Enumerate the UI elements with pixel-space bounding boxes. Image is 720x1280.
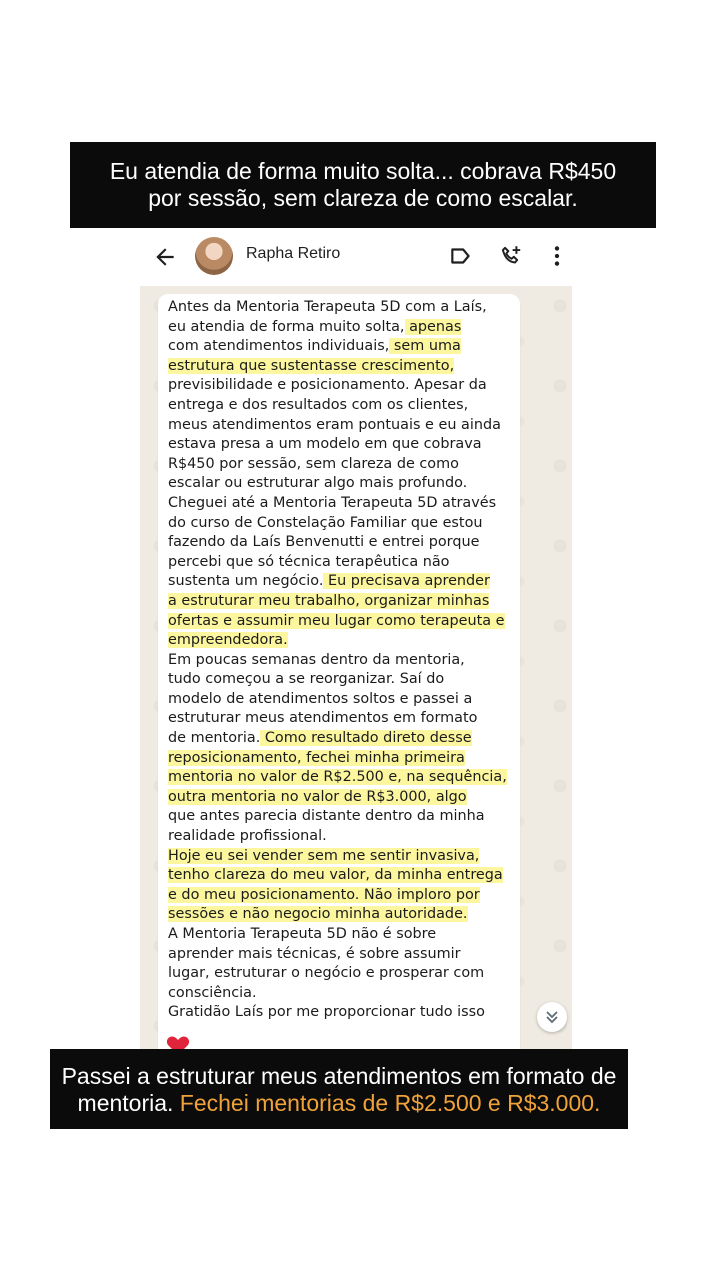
message-line	[168, 847, 518, 867]
message-line-highlight: tenho clareza do meu valor, da minha entrega	[168, 867, 503, 884]
message-line	[168, 866, 518, 886]
message-line	[168, 376, 518, 396]
top-caption-line1: Eu atendia de forma muito solta... cobrava R$450	[109, 158, 617, 184]
message-line-text: entrega e dos resultados com os clientes,	[168, 396, 469, 413]
message-line-highlight: sem uma	[389, 338, 461, 355]
message-line-text: A Mentoria Terapeuta 5D não é sobre	[168, 926, 437, 942]
top-caption	[70, 142, 656, 228]
message-line-highlight: ofertas e assumir meu lugar como terapeuta e	[168, 612, 505, 629]
message-line	[168, 572, 518, 592]
bottom-caption-accent: Fechei mentorias de R$2.500 e R$3.000.	[179, 1090, 601, 1116]
message-line-highlight: estrutura que sustentasse crescimento,	[168, 357, 455, 374]
message-line-highlight: e do meu posicionamento. Não imploro por	[168, 886, 480, 903]
message-line	[168, 455, 518, 475]
label-icon[interactable]	[448, 243, 474, 269]
message-line	[168, 807, 518, 827]
message-line	[168, 474, 518, 494]
message-line-text: do curso de Constelação Familiar que estou	[168, 514, 483, 531]
message-line-highlight: apenas	[404, 318, 462, 335]
message-line-highlight: Eu precisava aprender	[323, 573, 490, 590]
message-line-text: R$450 por sessão, sem clareza de como	[168, 455, 459, 472]
message-line-text: Em poucas semanas dentro da mentoria,	[168, 651, 465, 668]
message-line-text: realidade profissional.	[168, 828, 327, 845]
message-line	[168, 533, 518, 553]
message-line	[168, 592, 518, 612]
more-vert-icon[interactable]	[544, 243, 570, 269]
message-line	[168, 337, 518, 357]
message-line	[168, 886, 518, 906]
message-line-highlight: Hoje eu sei vender sem me sentir invasiva,	[168, 847, 480, 864]
message-line	[168, 925, 518, 945]
bottom-caption-plain: mentoria.	[77, 1090, 180, 1116]
message-line	[168, 435, 518, 455]
top-caption-line2: por sessão, sem clareza de como escalar.	[148, 185, 578, 211]
message-line-text: consciência.	[168, 984, 257, 1001]
message-line-highlight: empreendedora.	[168, 632, 288, 649]
message-line-highlight: Como resultado direto desse	[260, 730, 472, 747]
back-arrow-icon[interactable]	[152, 244, 178, 270]
message-line-text: fazendo da Laís Benvenutti e entrei porque	[168, 534, 480, 551]
message-line	[168, 514, 518, 534]
message-line	[168, 709, 518, 729]
add-call-icon[interactable]	[498, 243, 524, 269]
message-line	[168, 631, 518, 651]
message-line	[168, 788, 518, 808]
bottom-caption-line1: Passei a estruturar meus atendimentos em formato de	[61, 1063, 617, 1089]
message-line-text: que antes parecia distante dentro da minha	[168, 808, 485, 825]
message-line	[168, 945, 518, 965]
scroll-down-button[interactable]	[537, 1002, 567, 1032]
message-line	[168, 984, 518, 1004]
message-line-highlight: reposicionamento, fechei minha primeira	[168, 749, 465, 766]
message-line-highlight: a estruturar meu trabalho, organizar minhas	[168, 592, 490, 609]
message-line	[168, 357, 518, 377]
message-line	[168, 670, 518, 690]
message-line	[168, 768, 518, 788]
chat-area[interactable]	[140, 286, 572, 1049]
message-line	[168, 827, 518, 847]
contact-name[interactable]: Rapha Retiro	[246, 245, 341, 262]
message-line	[168, 416, 518, 436]
message-line	[168, 1003, 518, 1023]
message-line	[168, 651, 518, 671]
message-line	[168, 318, 518, 338]
message-line	[168, 690, 518, 710]
message-line-text: escalar ou estruturar algo mais profundo.	[168, 475, 468, 492]
message-line-text: eu atendia de forma muito solta,	[168, 318, 405, 335]
message-line-text: previsibilidade e posicionamento. Apesar da	[168, 377, 487, 394]
message-line	[168, 612, 518, 632]
message-line	[168, 905, 518, 925]
message-line-text: Gratidão Laís por me proporcionar tudo isso	[168, 1004, 485, 1021]
message-line-text: Cheguei até a Mentoria Terapeuta 5D através	[168, 494, 497, 511]
message-line-text: meus atendimentos eram pontuais e eu ainda	[168, 416, 501, 433]
message-line-text: percebi que só técnica terapêutica não	[168, 553, 450, 570]
message-line	[168, 494, 518, 514]
message-text	[168, 298, 518, 1023]
message-line-text: tudo começou a se reorganizar. Saí do	[168, 671, 445, 688]
message-line	[168, 749, 518, 769]
message-line	[168, 729, 518, 749]
message-line	[168, 396, 518, 416]
message-line-text: sustenta um negócio.	[168, 573, 324, 590]
message-line-text: com atendimentos individuais,	[168, 338, 390, 355]
message-line-text: estruturar meus atendimentos em formato	[168, 710, 478, 727]
message-line-highlight: mentoria no valor de R$2.500 e, na sequência,	[168, 769, 507, 786]
double-chevron-down-icon	[544, 1009, 560, 1025]
message-line	[168, 553, 518, 573]
message-line-text: Antes da Mentoria Terapeuta 5D com a Laís,	[168, 299, 487, 315]
message-line-text: aprender mais técnicas, é sobre assumir	[168, 945, 461, 962]
message-line	[168, 964, 518, 984]
message-line-text: lugar, estruturar o negócio e prosperar com	[168, 965, 485, 982]
message-line-text: modelo de atendimentos soltos e passei a	[168, 690, 473, 707]
avatar[interactable]	[195, 237, 233, 275]
chat-header	[140, 228, 572, 287]
message-line	[168, 298, 518, 318]
bottom-caption	[50, 1049, 628, 1129]
message-line-highlight: outra mentoria no valor de R$3.000, algo	[168, 788, 467, 805]
heart-emoji-icon	[166, 1034, 190, 1049]
message-line-text: de mentoria.	[168, 730, 261, 747]
message-line-text: estava presa a um modelo em que cobrava	[168, 436, 482, 453]
message-line-highlight: sessões e não negocio minha autoridade.	[168, 906, 468, 923]
bottom-caption-line2	[50, 1090, 628, 1117]
